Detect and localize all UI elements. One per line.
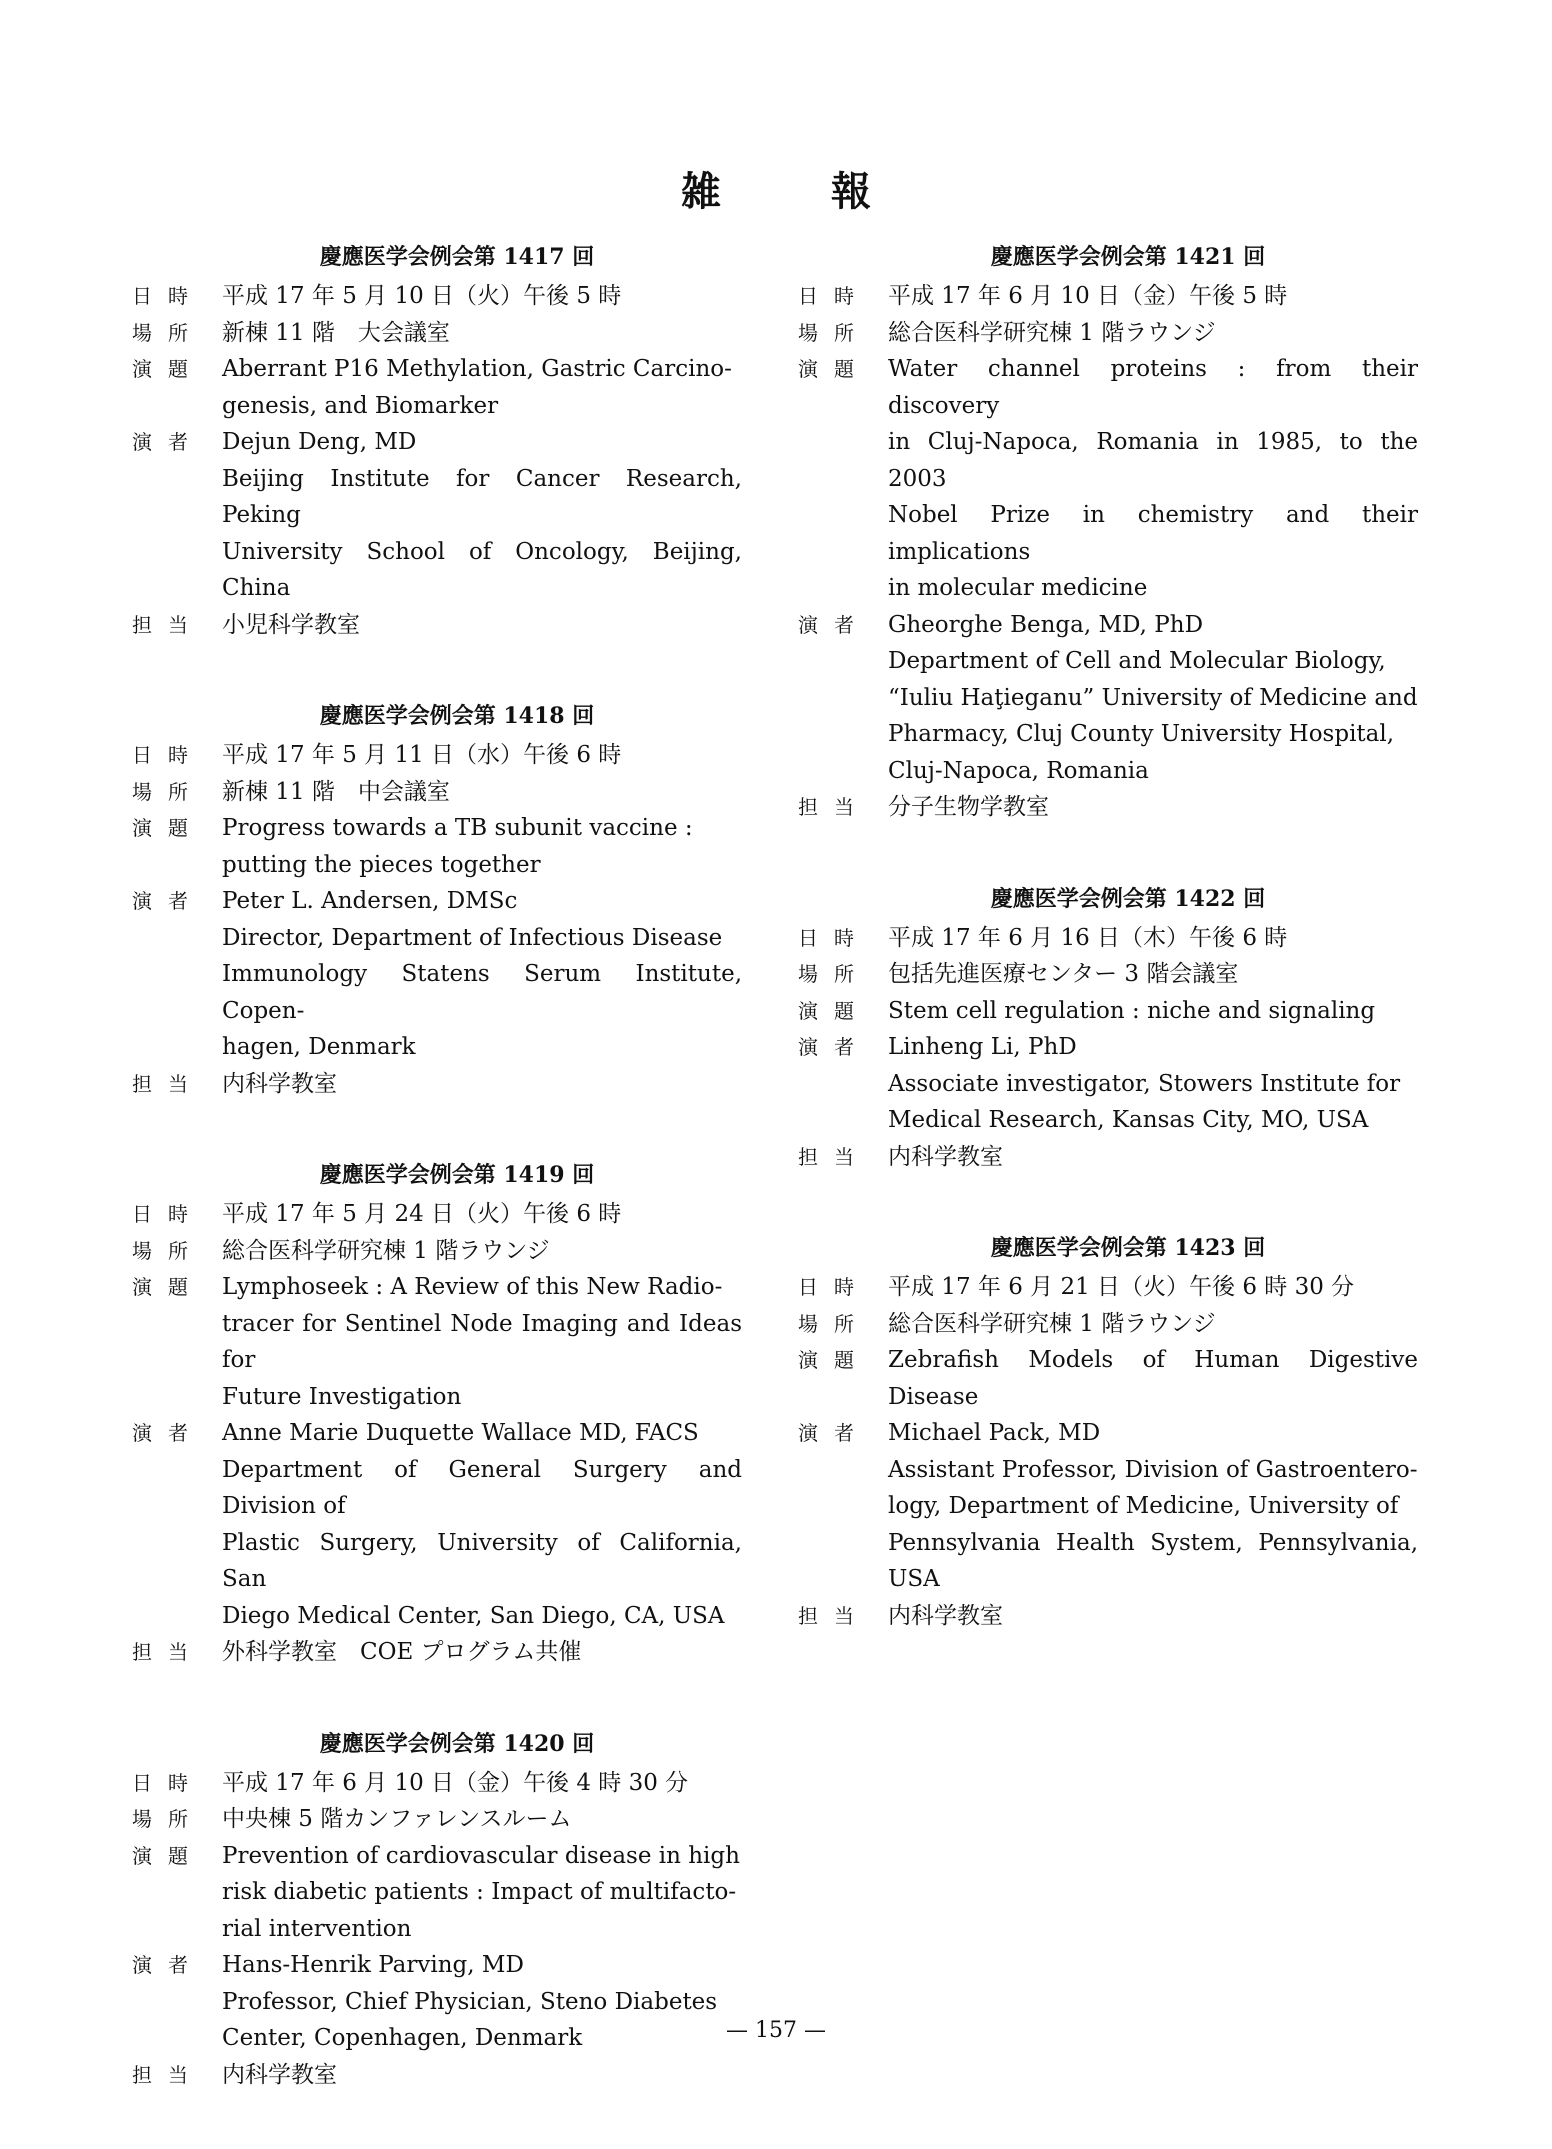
place-label: 場所 bbox=[798, 962, 870, 986]
lecture-title-line: genesis, and Biomarker bbox=[222, 392, 499, 419]
speaker-line: “Iuliu Haţieganu” University of Medicine and bbox=[888, 684, 1418, 711]
charge-label: 担当 bbox=[132, 612, 204, 637]
lecture-title-label: 演題 bbox=[132, 816, 204, 840]
lecture-title-label: 演題 bbox=[798, 357, 870, 381]
datetime-label: 日時 bbox=[132, 1770, 204, 1795]
speaker-line: Peter L. Andersen, DMSc bbox=[222, 888, 518, 914]
speaker-line: Professor, Chief Physician, Steno Diabetes bbox=[222, 1988, 718, 2015]
speaker-line: Pennsylvania Health System, Pennsylvania, USA bbox=[888, 1529, 1418, 1592]
lecture-title-row bbox=[798, 993, 1418, 1030]
lecture-title-label: 演題 bbox=[132, 1275, 204, 1299]
lecture-title-line: Stem cell regulation : niche and signaling bbox=[888, 997, 1376, 1024]
lecture-title-label: 演題 bbox=[132, 1843, 204, 1868]
lecture-title-label: 演題 bbox=[798, 1348, 870, 1372]
meeting-heading: 慶應医学会例会第 1420 回 bbox=[319, 1730, 595, 1757]
speaker-value bbox=[888, 1029, 1418, 1139]
lecture-title-value bbox=[888, 351, 1418, 607]
charge-row bbox=[132, 1634, 742, 1671]
place-value: 総合医科学研究棟 1 階ラウンジ bbox=[222, 1237, 550, 1264]
place-label: 場所 bbox=[798, 1311, 870, 1336]
datetime-label: 日時 bbox=[132, 1202, 204, 1226]
speaker-value bbox=[888, 1415, 1418, 1598]
charge-label: 担当 bbox=[132, 1640, 204, 1664]
speaker-value bbox=[888, 607, 1418, 790]
place-label: 場所 bbox=[132, 320, 204, 345]
speaker-line: Immunology Statens Serum Institute, Copen- bbox=[222, 961, 742, 1024]
speaker-row bbox=[798, 1415, 1418, 1598]
place-value: 中央棟 5 階カンファレンスルーム bbox=[222, 1806, 572, 1832]
lecture-title-line: in molecular medicine bbox=[888, 575, 1148, 601]
place-row bbox=[798, 956, 1418, 993]
datetime-value: 平成 17 年 5 月 24 日（火）午後 6 時 bbox=[222, 1201, 622, 1227]
place-label: 場所 bbox=[132, 779, 204, 804]
speaker-line: Hans-Henrik Parving, MD bbox=[222, 1952, 524, 1978]
datetime-value: 平成 17 年 6 月 16 日（木）午後 6 時 bbox=[888, 924, 1288, 951]
place-value: 新棟 11 階 中会議室 bbox=[222, 778, 450, 805]
speaker-line: Department of Cell and Molecular Biology, bbox=[888, 648, 1386, 674]
speaker-label: 演者 bbox=[132, 889, 204, 913]
lecture-title-line: Progress towards a TB subunit vaccine : bbox=[222, 815, 693, 841]
speaker-line: Assistant Professor, Division of Gastroentero- bbox=[888, 1456, 1418, 1483]
lecture-title-line: rial intervention bbox=[222, 1915, 412, 1942]
speaker-row bbox=[132, 1415, 742, 1634]
speaker-line: Center, Copenhagen, Denmark bbox=[222, 2025, 583, 2051]
speaker-line: hagen, Denmark bbox=[222, 1034, 416, 1060]
speaker-line: Pharmacy, Cluj County University Hospital, bbox=[888, 721, 1395, 747]
speaker-line: Michael Pack, MD bbox=[888, 1420, 1101, 1446]
lecture-title-value bbox=[222, 1838, 742, 1948]
speaker-line: logy, Department of Medicine, University of bbox=[888, 1493, 1399, 1519]
lecture-title-line: Nobel Prize in chemistry and their implications bbox=[888, 502, 1418, 565]
lecture-title-line: Prevention of cardiovascular disease in high bbox=[222, 1842, 740, 1869]
datetime-value: 平成 17 年 6 月 10 日（金）午後 5 時 bbox=[888, 283, 1288, 309]
charge-value: 内科学教室 bbox=[888, 1143, 1003, 1170]
speaker-line: University School of Oncology, Beijing, China bbox=[222, 538, 742, 601]
speaker-line: Beijing Institute for Cancer Research, Peking bbox=[222, 465, 742, 528]
datetime-label: 日時 bbox=[798, 284, 870, 308]
speaker-line: Linheng Li, PhD bbox=[888, 1034, 1077, 1060]
meeting-heading: 慶應医学会例会第 1418 回 bbox=[319, 703, 595, 729]
meeting-heading: 慶應医学会例会第 1422 回 bbox=[990, 885, 1266, 912]
place-row bbox=[132, 774, 742, 811]
speaker-line: Gheorghe Benga, MD, PhD bbox=[888, 611, 1204, 638]
datetime-row bbox=[798, 1269, 1418, 1306]
charge-row bbox=[798, 789, 1418, 826]
charge-value: 外科学教室 COE プログラム共催 bbox=[222, 1639, 582, 1665]
datetime-value: 平成 17 年 5 月 10 日（火）午後 5 時 bbox=[222, 283, 622, 309]
lecture-title-line: Lymphoseek : A Review of this New Radio- bbox=[222, 1274, 723, 1300]
place-row bbox=[132, 1801, 742, 1838]
meeting-heading: 慶應医学会例会第 1419 回 bbox=[319, 1162, 595, 1188]
datetime-row bbox=[132, 1196, 742, 1233]
speaker-label: 演者 bbox=[798, 1421, 870, 1445]
lecture-title-value bbox=[222, 1269, 742, 1415]
charge-value: 分子生物学教室 bbox=[888, 794, 1049, 820]
datetime-row bbox=[132, 737, 742, 774]
speaker-value bbox=[222, 1415, 742, 1634]
lecture-title-row bbox=[132, 810, 742, 883]
lecture-title-line: Water channel proteins : from their discovery bbox=[888, 356, 1418, 419]
speaker-line: Dejun Deng, MD bbox=[222, 429, 417, 455]
datetime-value: 平成 17 年 6 月 21 日（火）午後 6 時 30 分 bbox=[888, 1274, 1355, 1300]
charge-row bbox=[132, 1066, 742, 1103]
charge-label: 担当 bbox=[132, 2062, 204, 2087]
speaker-label: 演者 bbox=[132, 1421, 204, 1445]
place-value: 総合医科学研究棟 1 階ラウンジ bbox=[888, 1310, 1216, 1337]
lecture-title-value bbox=[222, 810, 742, 883]
datetime-row bbox=[132, 278, 742, 315]
place-value: 総合医科学研究棟 1 階ラウンジ bbox=[888, 319, 1216, 346]
charge-value: 内科学教室 bbox=[222, 2061, 337, 2088]
meeting-entry bbox=[132, 699, 742, 1102]
speaker-row bbox=[132, 424, 742, 607]
datetime-row bbox=[798, 278, 1418, 315]
speaker-label: 演者 bbox=[798, 612, 870, 637]
charge-value: 小児科学教室 bbox=[222, 611, 360, 638]
meeting-entry bbox=[132, 240, 742, 643]
speaker-line: Department of General Surgery and Division of bbox=[222, 1456, 742, 1519]
place-row bbox=[798, 315, 1418, 352]
place-label: 場所 bbox=[132, 1238, 204, 1263]
lecture-title-row bbox=[132, 1269, 742, 1415]
charge-label: 担当 bbox=[798, 1144, 870, 1169]
left-column bbox=[132, 240, 742, 2149]
datetime-value: 平成 17 年 5 月 11 日（水）午後 6 時 bbox=[222, 742, 622, 768]
datetime-row bbox=[132, 1765, 742, 1802]
meeting-heading: 慶應医学会例会第 1421 回 bbox=[990, 244, 1266, 270]
speaker-line: Plastic Surgery, University of California, San bbox=[222, 1529, 742, 1592]
lecture-title-label: 演題 bbox=[798, 998, 870, 1023]
lecture-title-line: putting the pieces together bbox=[222, 851, 541, 878]
place-label: 場所 bbox=[798, 320, 870, 345]
meeting-entry bbox=[798, 1231, 1418, 1634]
place-value: 新棟 11 階 大会議室 bbox=[222, 319, 450, 346]
charge-label: 担当 bbox=[798, 795, 870, 819]
lecture-title-value bbox=[888, 993, 1418, 1030]
datetime-row bbox=[798, 920, 1418, 957]
datetime-label: 日時 bbox=[798, 925, 870, 950]
datetime-value: 平成 17 年 6 月 10 日（金）午後 4 時 30 分 bbox=[222, 1769, 689, 1796]
place-value: 包括先進医療センター 3 階会議室 bbox=[888, 961, 1239, 987]
page-title: 雑報 bbox=[681, 168, 981, 215]
place-row bbox=[132, 315, 742, 352]
lecture-title-line: Zebrafish Models of Human Digestive Disease bbox=[888, 1347, 1418, 1410]
datetime-label: 日時 bbox=[798, 1275, 870, 1299]
charge-label: 担当 bbox=[798, 1603, 870, 1628]
speaker-row bbox=[132, 883, 742, 1066]
lecture-title-row bbox=[798, 351, 1418, 607]
lecture-title-row bbox=[132, 1838, 742, 1948]
datetime-label: 日時 bbox=[132, 284, 204, 308]
charge-row bbox=[798, 1139, 1418, 1176]
charge-value: 内科学教室 bbox=[222, 1070, 337, 1097]
charge-label: 担当 bbox=[132, 1071, 204, 1096]
datetime-label: 日時 bbox=[132, 743, 204, 767]
speaker-label: 演者 bbox=[132, 430, 204, 454]
lecture-title-label: 演題 bbox=[132, 357, 204, 381]
speaker-value bbox=[222, 424, 742, 607]
speaker-line: Anne Marie Duquette Wallace MD, FACS bbox=[222, 1420, 699, 1446]
page-number: — 157 — bbox=[726, 2018, 826, 2043]
place-label: 場所 bbox=[132, 1807, 204, 1831]
charge-row bbox=[132, 607, 742, 644]
charge-row bbox=[798, 1598, 1418, 1635]
speaker-value bbox=[222, 883, 742, 1066]
speaker-line: Director, Department of Infectious Disease bbox=[222, 924, 723, 951]
lecture-title-value bbox=[888, 1342, 1418, 1415]
charge-row bbox=[132, 2057, 742, 2094]
lecture-title-row bbox=[132, 351, 742, 424]
speaker-label: 演者 bbox=[798, 1035, 870, 1059]
meeting-heading: 慶應医学会例会第 1423 回 bbox=[990, 1235, 1266, 1261]
speaker-row bbox=[798, 1029, 1418, 1139]
right-column bbox=[798, 240, 1418, 1690]
meeting-entry bbox=[798, 882, 1418, 1176]
lecture-title-value bbox=[222, 351, 742, 424]
speaker-label: 演者 bbox=[132, 1953, 204, 1977]
speaker-line: Associate investigator, Stowers Institute for bbox=[888, 1070, 1401, 1097]
place-row bbox=[798, 1306, 1418, 1343]
lecture-title-line: Future Investigation bbox=[222, 1383, 462, 1410]
lecture-title-line: in Cluj-Napoca, Romania in 1985, to the 2003 bbox=[888, 429, 1418, 492]
speaker-line: Cluj-Napoca, Romania bbox=[888, 757, 1149, 784]
speaker-line: Diego Medical Center, San Diego, CA, USA bbox=[222, 1602, 725, 1629]
lecture-title-row bbox=[798, 1342, 1418, 1415]
meeting-heading: 慶應医学会例会第 1417 回 bbox=[319, 244, 595, 270]
place-row bbox=[132, 1233, 742, 1270]
charge-value: 内科学教室 bbox=[888, 1602, 1003, 1629]
lecture-title-line: Aberrant P16 Methylation, Gastric Carcino- bbox=[222, 356, 732, 382]
lecture-title-line: tracer for Sentinel Node Imaging and Ideas for bbox=[222, 1310, 742, 1373]
meeting-entry bbox=[132, 1158, 742, 1671]
lecture-title-line: risk diabetic patients : Impact of multifacto- bbox=[222, 1879, 737, 1905]
meeting-entry bbox=[798, 240, 1418, 826]
speaker-row bbox=[798, 607, 1418, 790]
speaker-line: Medical Research, Kansas City, MO, USA bbox=[888, 1107, 1369, 1133]
